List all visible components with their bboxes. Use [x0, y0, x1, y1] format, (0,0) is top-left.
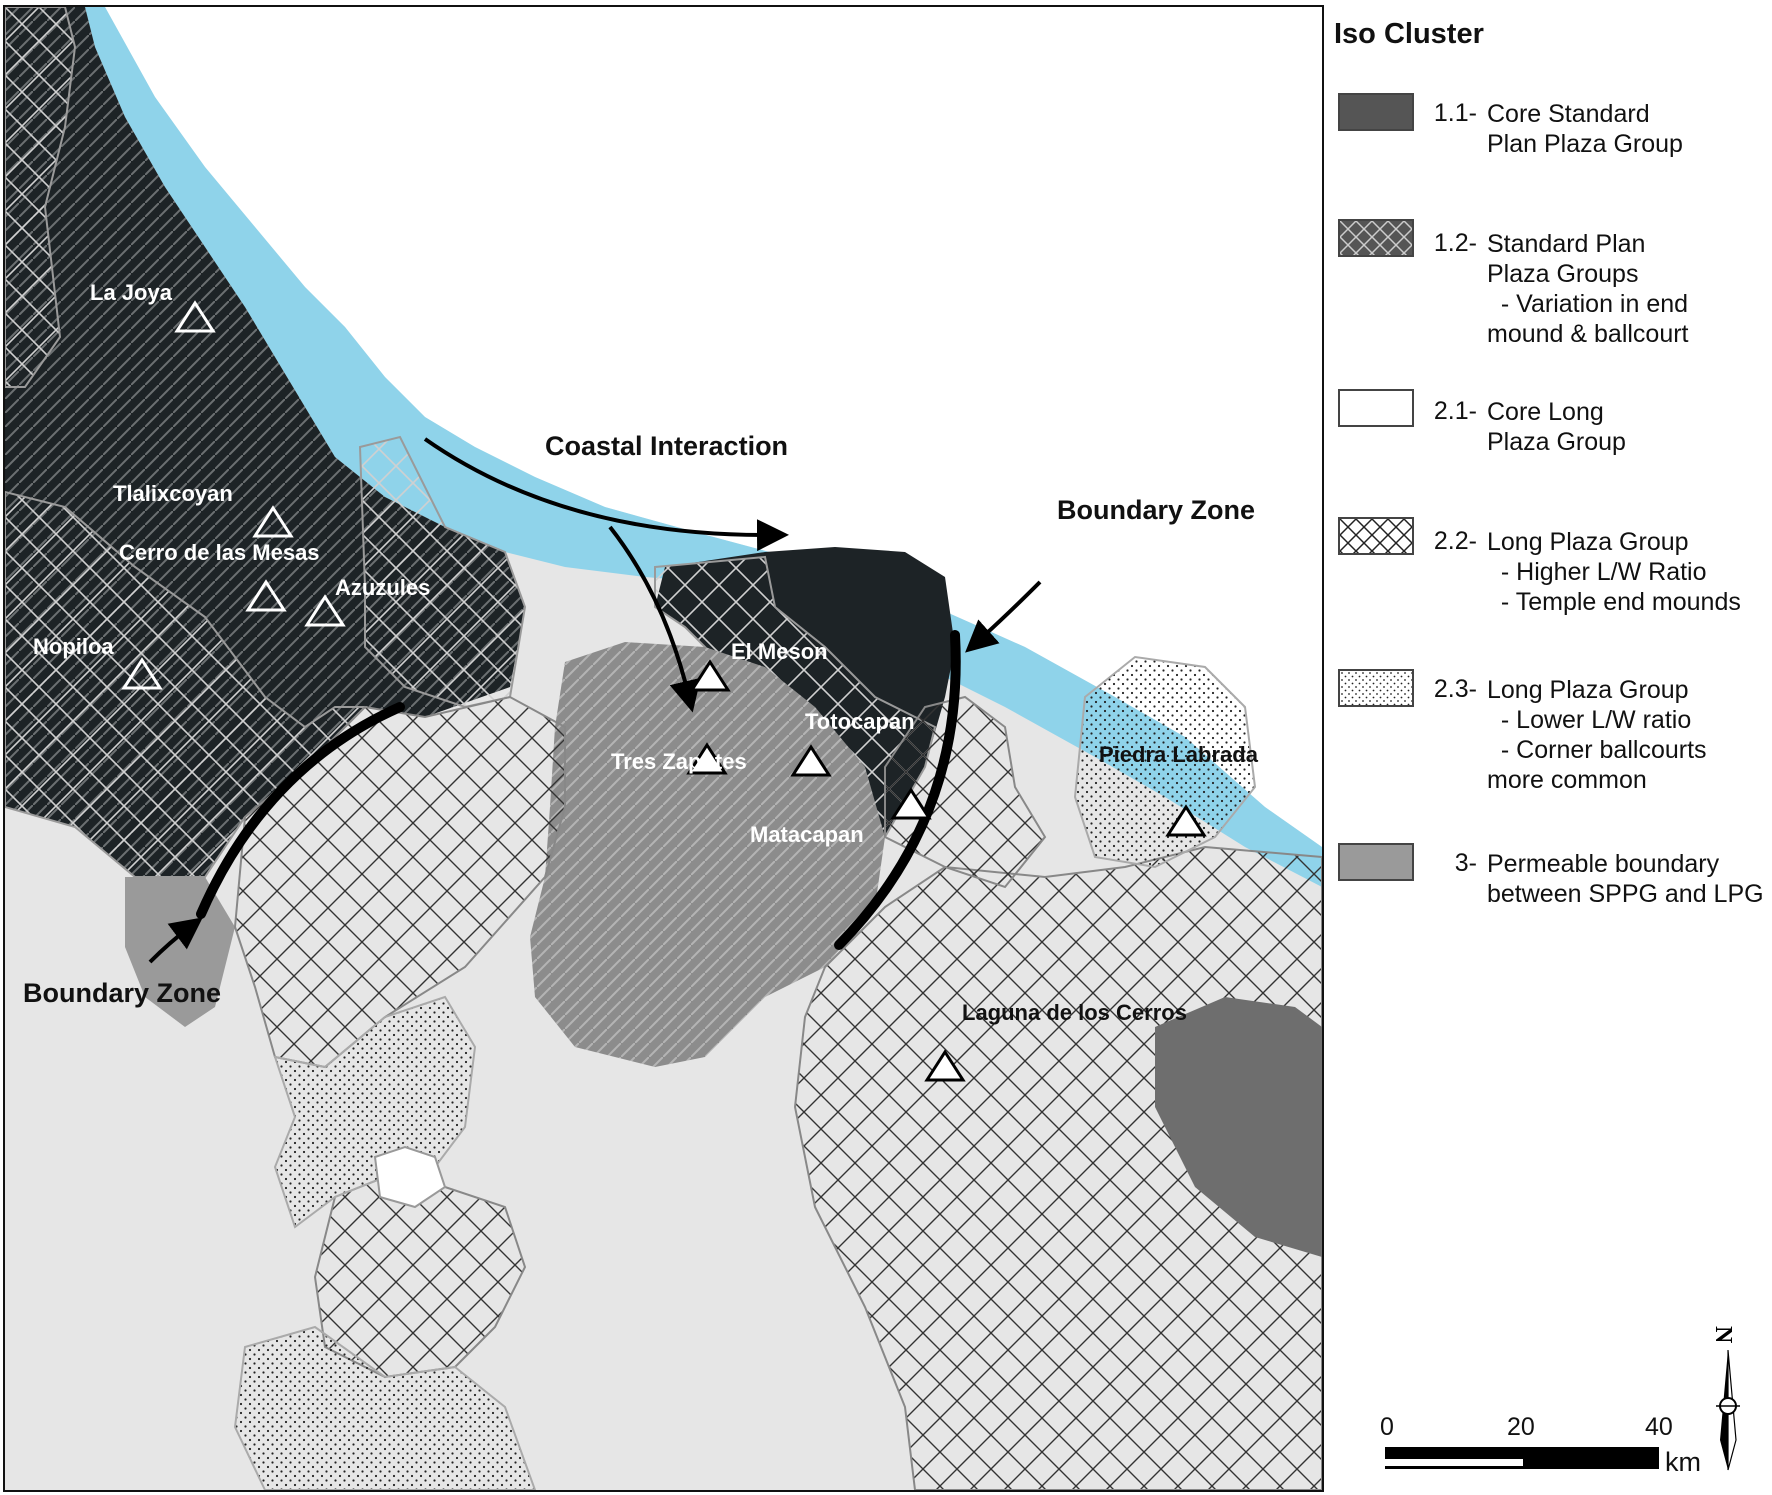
- scale-segment-2: [1523, 1447, 1659, 1469]
- scale-tick-0: 0: [1380, 1413, 1394, 1441]
- north-arrow-label: N: [1710, 1326, 1736, 1344]
- site-label-cerro-de-las-mesas: Cerro de las Mesas: [119, 540, 320, 565]
- legend-label: Core Long Plaza Group: [1487, 398, 1626, 456]
- boundary-zone-east-label: Boundary Zone: [1057, 495, 1256, 525]
- legend-code: 1.2-: [1433, 229, 1477, 257]
- site-label-totocapan: Totocapan: [805, 709, 915, 734]
- site-label-matacapan: Matacapan: [750, 822, 864, 847]
- site-label-laguna-de-los-cerros: Laguna de los Cerros: [962, 1000, 1187, 1025]
- legend-code: 3-: [1454, 849, 1477, 877]
- scale-unit: km: [1665, 1447, 1701, 1477]
- north-arrow-icon: [1710, 1310, 1746, 1480]
- legend-label: Permeable boundary between SPPG and LPG: [1487, 850, 1764, 908]
- legend-label: Long Plaza Group - Lower L/W ratio - Corner ballcourts more common: [1487, 676, 1707, 794]
- legend-label: Standard Plan Plaza Groups - Variation in end mound & ballcourt: [1487, 230, 1689, 348]
- site-label-nopiloa: Nopiloa: [33, 634, 114, 659]
- legend-label: Core Standard Plan Plaza Group: [1487, 100, 1683, 158]
- scale-segment-1-inner: [1385, 1459, 1523, 1466]
- legend-code: 2.3-: [1433, 675, 1477, 703]
- site-label-la-joya: La Joya: [90, 280, 172, 305]
- map-canvas: [5, 7, 1322, 1490]
- site-label-tlalixcoyan: Tlalixcoyan: [113, 481, 233, 506]
- site-label-el-meson: El Meson: [731, 639, 828, 664]
- coastal-interaction-label: Coastal Interaction: [545, 431, 789, 461]
- site-label-piedra-labrada: Piedra Labrada: [1099, 742, 1258, 767]
- legend-code: 1.1-: [1433, 99, 1477, 127]
- site-label-azuzules: Azuzules: [335, 575, 431, 600]
- legend-panel: [1322, 0, 1772, 1495]
- legend-label: Long Plaza Group - Higher L/W Ratio - Temple end mounds: [1487, 528, 1741, 616]
- site-label-tres-zapotes: Tres Zapotes: [611, 749, 747, 774]
- legend-title: Iso Cluster: [1334, 18, 1484, 50]
- legend-code: 2.1-: [1433, 397, 1477, 425]
- legend-code: 2.2-: [1433, 527, 1477, 555]
- scale-tick-40: 40: [1645, 1413, 1673, 1441]
- boundary-zone-west-label: Boundary Zone: [23, 978, 222, 1008]
- map-panel: [3, 5, 1324, 1492]
- scale-tick-20: 20: [1507, 1413, 1535, 1441]
